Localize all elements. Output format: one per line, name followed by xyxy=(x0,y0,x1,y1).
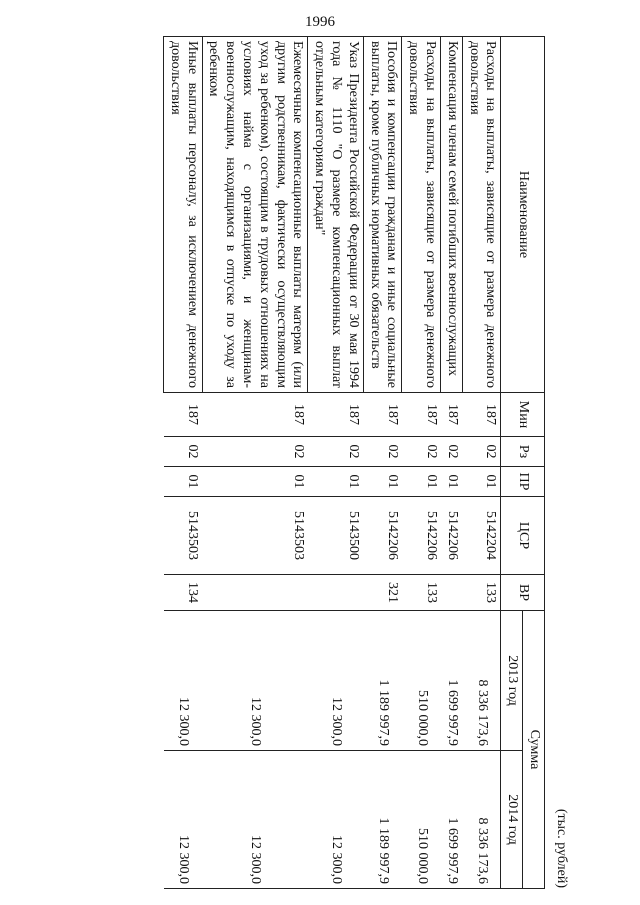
row-vr: 134 xyxy=(164,575,203,611)
row-name: Ежемесячные компенсационные выплаты матерям (или другим родственникам, фактически осуществляющим уход за ребенком), состоящим в трудовых отношениях на условиях найма с организациями, и женщинам-военнослужащим, находящимся в отпуске по уходу за ребенком xyxy=(202,37,308,393)
row-rz: 02 xyxy=(441,437,463,467)
table-row xyxy=(462,37,501,889)
row-2014: 1 699 997,9 xyxy=(441,751,463,889)
header-2013: 2013 год xyxy=(501,611,523,751)
row-csr: 5142206 xyxy=(441,497,463,575)
header-min: Мин xyxy=(501,393,545,437)
row-min: 187 xyxy=(462,393,501,437)
header-pr: ПР xyxy=(501,467,545,497)
row-min: 187 xyxy=(308,393,363,437)
row-csr: 5143500 xyxy=(308,497,363,575)
header-sum: Сумма xyxy=(523,611,545,889)
row-2013: 1 699 997,9 xyxy=(441,611,463,751)
row-csr: 5142204 xyxy=(462,497,501,575)
row-csr: 5142206 xyxy=(363,497,402,575)
row-name: Пособия и компенсации гражданам и иные социальные выплаты, кроме публичных нормативных обязательств xyxy=(363,37,402,393)
row-2014: 12 300,0 xyxy=(202,751,308,889)
table-body xyxy=(164,37,501,889)
row-2013: 12 300,0 xyxy=(202,611,308,751)
row-pr: 01 xyxy=(402,467,441,497)
row-rz: 02 xyxy=(308,437,363,467)
page-number: 1996 xyxy=(305,14,335,30)
header-name: Наименование xyxy=(501,37,545,393)
row-rz: 02 xyxy=(363,437,402,467)
table-row xyxy=(202,37,308,889)
row-rz: 02 xyxy=(202,437,308,467)
table-row xyxy=(164,37,203,889)
row-vr xyxy=(441,575,463,611)
row-vr xyxy=(308,575,363,611)
header-row xyxy=(523,37,545,889)
row-2013: 1 189 997,9 xyxy=(363,611,402,751)
row-pr: 01 xyxy=(363,467,402,497)
row-name: Расходы на выплаты, зависящие от размера денежного довольствия xyxy=(402,37,441,393)
row-csr: 5143503 xyxy=(164,497,203,575)
row-rz: 02 xyxy=(462,437,501,467)
row-name: Иные выплаты персоналу, за исключением денежного довольствия xyxy=(164,37,203,393)
row-2014: 510 000,0 xyxy=(402,751,441,889)
row-2013: 12 300,0 xyxy=(308,611,363,751)
row-rz: 02 xyxy=(164,437,203,467)
row-min: 187 xyxy=(363,393,402,437)
row-csr: 5142206 xyxy=(402,497,441,575)
row-min: 187 xyxy=(164,393,203,437)
row-min: 187 xyxy=(441,393,463,437)
row-2014: 12 300,0 xyxy=(164,751,203,889)
row-2013: 12 300,0 xyxy=(164,611,203,751)
row-name: Расходы на выплаты, зависящие от размера денежного довольствия xyxy=(462,37,501,393)
row-vr: 133 xyxy=(402,575,441,611)
header-csr: ЦСР xyxy=(501,497,545,575)
row-2014: 8 336 173,6 xyxy=(462,751,501,889)
row-min: 187 xyxy=(202,393,308,437)
header-vr: ВР xyxy=(501,575,545,611)
row-pr: 01 xyxy=(441,467,463,497)
row-pr: 01 xyxy=(202,467,308,497)
row-vr xyxy=(202,575,308,611)
row-csr: 5143503 xyxy=(202,497,308,575)
row-2013: 510 000,0 xyxy=(402,611,441,751)
units-label: (тыс. рублей) xyxy=(554,808,569,888)
table-row xyxy=(308,37,363,889)
row-rz: 02 xyxy=(402,437,441,467)
row-2014: 1 189 997,9 xyxy=(363,751,402,889)
row-min: 187 xyxy=(402,393,441,437)
header-rz: Рз xyxy=(501,437,545,467)
table-row xyxy=(402,37,441,889)
row-2014: 12 300,0 xyxy=(308,751,363,889)
row-name: Компенсация членам семей погибших военнослужащих xyxy=(441,37,463,393)
header-2014: 2014 год xyxy=(501,751,523,889)
table-row xyxy=(363,37,402,889)
row-2013: 8 336 173,6 xyxy=(462,611,501,751)
table-row xyxy=(441,37,463,889)
row-pr: 01 xyxy=(462,467,501,497)
row-name: Указ Президента Российской Федерации от 30 мая 1994 года № 1110 "О размере компенсационных выплат отдельным категориям граждан" xyxy=(308,37,363,393)
row-vr: 133 xyxy=(462,575,501,611)
rotated-page-content xyxy=(50,32,575,892)
row-vr: 321 xyxy=(363,575,402,611)
budget-table xyxy=(163,36,545,889)
row-pr: 01 xyxy=(308,467,363,497)
row-pr: 01 xyxy=(164,467,203,497)
